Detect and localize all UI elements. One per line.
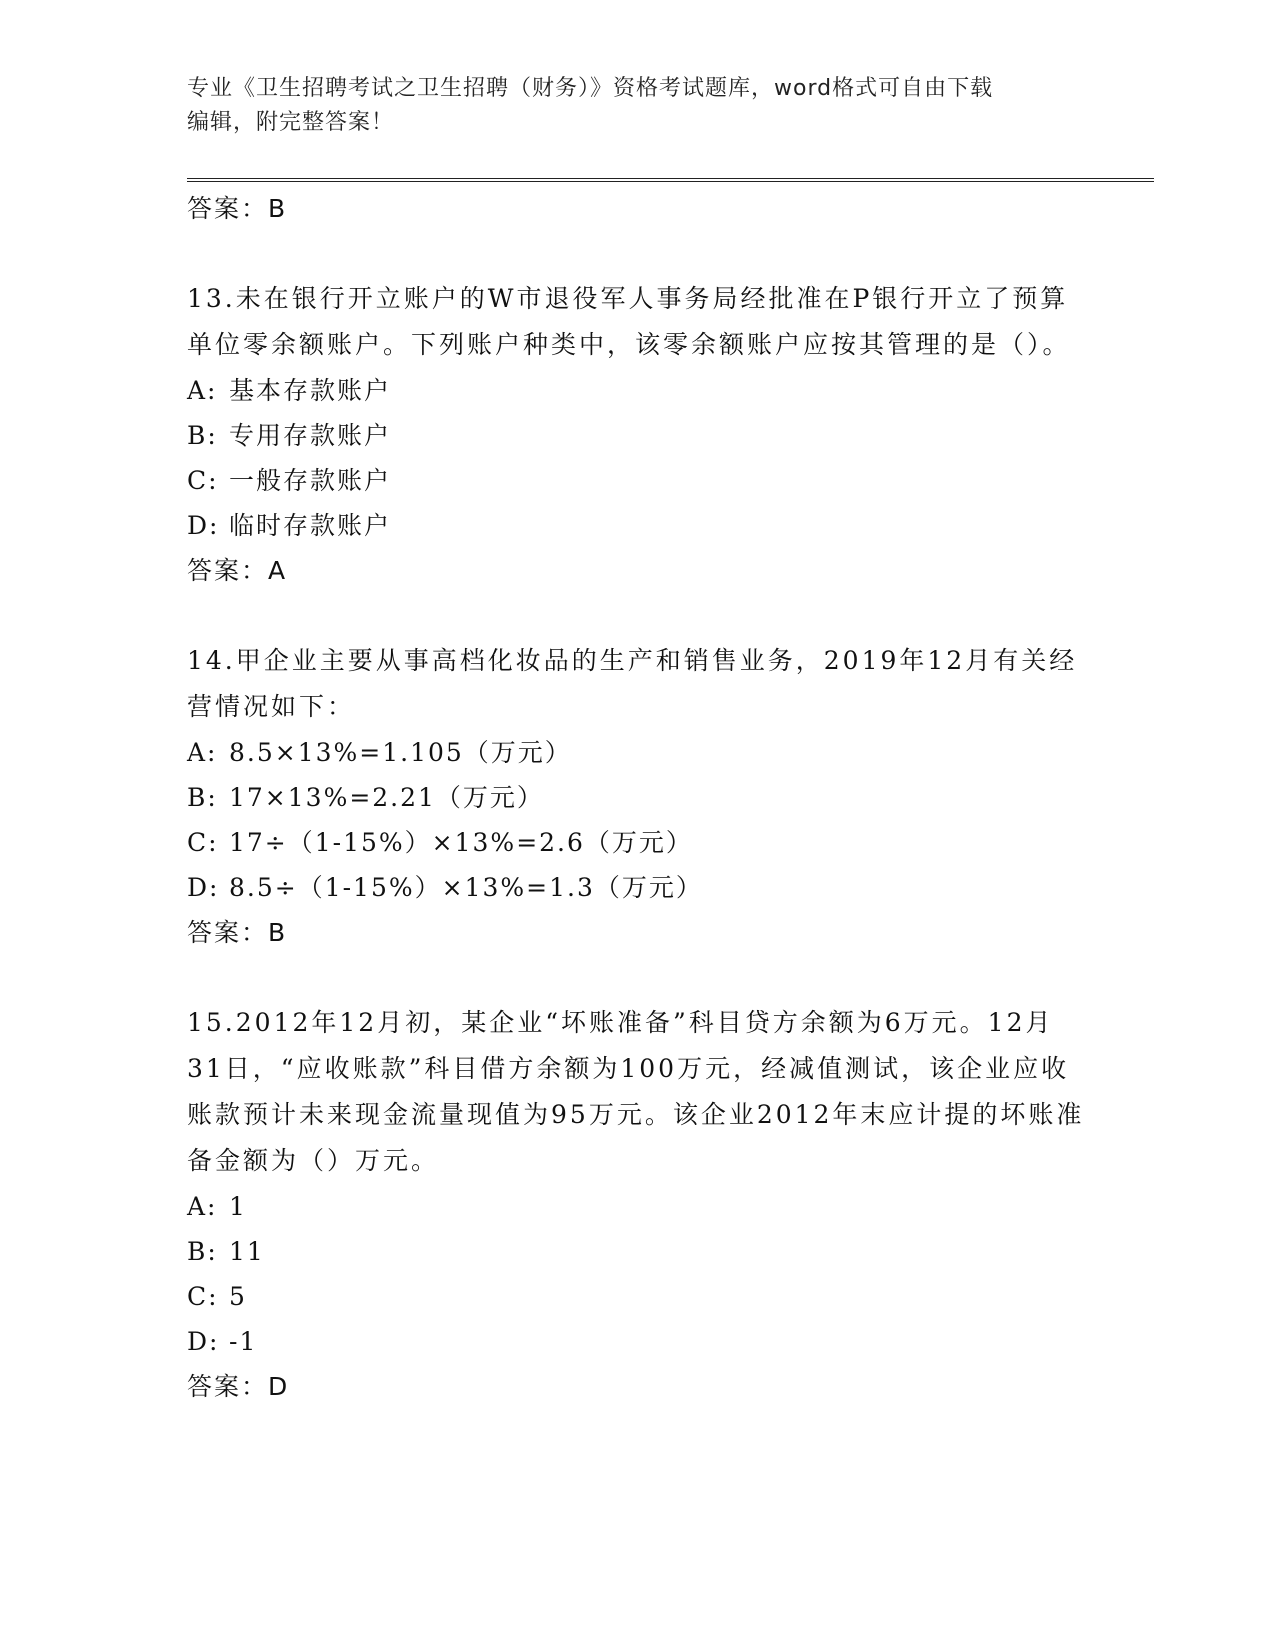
previous-answer — [187, 186, 1087, 232]
option-text: 专用存款账户 — [229, 421, 392, 450]
option-b — [187, 1229, 1087, 1274]
option-a — [187, 730, 1087, 775]
option-b — [187, 775, 1087, 820]
question-text: 13.未在银行开立账户的W市退役军人事务局经批准在P银行开立了预算单位零余额账户。下列账户种类中，该零余额账户应按其管理的是（）。 — [187, 284, 1071, 359]
answer-13 — [187, 548, 1087, 594]
answer-label: 答案： — [187, 918, 269, 947]
answer-15 — [187, 1364, 1087, 1410]
question-list — [187, 186, 1087, 1410]
option-key: B: — [187, 783, 218, 812]
header-line-1: 专业《卫生招聘考试之卫生招聘（财务）》资格考试题库，word格式可自由下载 — [187, 76, 994, 101]
option-d — [187, 503, 1087, 548]
option-b — [187, 413, 1087, 458]
option-key: B: — [187, 421, 218, 450]
option-key: B: — [187, 1237, 218, 1266]
question-14 — [187, 638, 1087, 956]
option-key: C: — [187, 466, 219, 495]
answer-value: D — [268, 1372, 288, 1401]
option-c — [187, 820, 1087, 865]
option-a — [187, 368, 1087, 413]
option-key: D: — [187, 1327, 220, 1356]
answer-value: B — [268, 918, 286, 947]
answer-label: 答案： — [187, 1372, 269, 1401]
option-text: 5 — [229, 1282, 247, 1311]
question-text: 15.2012年12月初，某企业“坏账准备”科目贷方余额为6万元。12月31日，“应收账款”科目借方余额为100万元，经减值测试，该企业应收账款预计未来现金流量现值为95万元。该企业2012年末应计提的坏账准备金额为（）万元。 — [187, 1008, 1085, 1175]
option-key: A: — [187, 738, 218, 767]
option-text: 8.5÷（1-15%）×13%=1.3（万元） — [229, 873, 703, 902]
answer-14 — [187, 910, 1087, 956]
option-d — [187, 865, 1087, 910]
option-key: D: — [187, 873, 220, 902]
option-text: 17×13%=2.21（万元） — [229, 783, 544, 812]
option-d — [187, 1319, 1087, 1364]
option-key: A: — [187, 376, 218, 405]
question-15 — [187, 1000, 1087, 1410]
header-line-2: 编辑，附完整答案！ — [187, 110, 395, 135]
answer-value: B — [268, 194, 286, 223]
option-text: 11 — [229, 1237, 265, 1266]
option-text: 17÷（1-15%）×13%=2.6（万元） — [229, 828, 693, 857]
answer-label: 答案： — [187, 556, 269, 585]
option-text: -1 — [229, 1327, 258, 1356]
document-header — [187, 72, 1087, 140]
header-divider — [187, 178, 1154, 182]
option-key: D: — [187, 511, 220, 540]
option-key: A: — [187, 1192, 218, 1221]
option-a — [187, 1184, 1087, 1229]
option-text: 1 — [229, 1192, 247, 1221]
option-key: C: — [187, 828, 219, 857]
option-c — [187, 458, 1087, 503]
option-text: 临时存款账户 — [229, 511, 392, 540]
question-text: 14.甲企业主要从事高档化妆品的生产和销售业务，2019年12月有关经营情况如下： — [187, 646, 1078, 721]
option-c — [187, 1274, 1087, 1319]
answer-value: A — [268, 556, 286, 585]
option-text: 一般存款账户 — [229, 466, 392, 495]
option-key: C: — [187, 1282, 219, 1311]
option-text: 8.5×13%=1.105（万元） — [229, 738, 572, 767]
question-13 — [187, 276, 1087, 594]
answer-label: 答案： — [187, 194, 269, 223]
option-text: 基本存款账户 — [229, 376, 392, 405]
